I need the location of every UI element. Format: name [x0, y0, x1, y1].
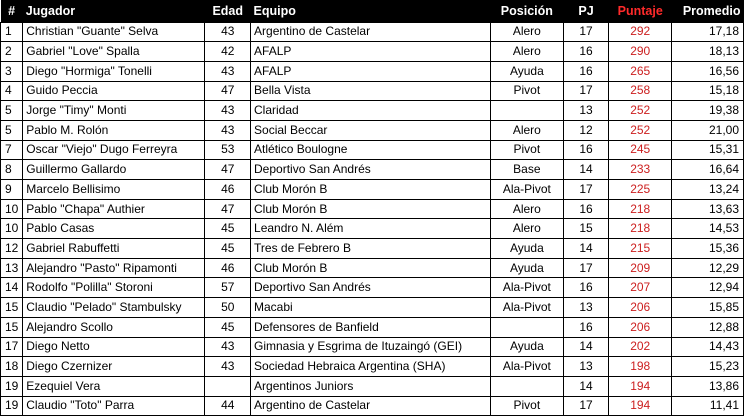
header-age: Edad: [205, 0, 251, 22]
position-cell: Ala-Pivot: [490, 357, 563, 377]
points-cell: 194: [609, 396, 672, 416]
points-cell: 252: [609, 101, 672, 121]
points-cell: 198: [609, 357, 672, 377]
table-row: [1, 140, 744, 160]
rank-cell: 9: [1, 180, 23, 200]
games-cell: 14: [563, 376, 609, 396]
points-cell: 215: [609, 239, 672, 259]
points-cell: 233: [609, 160, 672, 180]
table-row: [1, 239, 744, 259]
rank-cell: 19: [1, 396, 23, 416]
position-cell: [490, 101, 563, 121]
age-cell: 44: [205, 396, 251, 416]
table-row: [1, 199, 744, 219]
position-cell: Pivot: [490, 81, 563, 101]
rank-cell: 13: [1, 258, 23, 278]
games-cell: 14: [563, 239, 609, 259]
average-cell: 12,88: [672, 317, 744, 337]
table-row: [1, 120, 744, 140]
rank-cell: 10: [1, 199, 23, 219]
header-points: Puntaje: [609, 0, 672, 22]
position-cell: Alero: [490, 120, 563, 140]
games-cell: 16: [563, 42, 609, 62]
rank-cell: 12: [1, 239, 23, 259]
points-cell: 218: [609, 199, 672, 219]
average-cell: 14,43: [672, 337, 744, 357]
header-team: Equipo: [251, 0, 491, 22]
position-cell: Pivot: [490, 396, 563, 416]
position-cell: Alero: [490, 22, 563, 42]
header-player: Jugador: [23, 0, 205, 22]
player-cell: Christian "Guante" Selva: [23, 22, 205, 42]
age-cell: 45: [205, 239, 251, 259]
table-row: [1, 337, 744, 357]
rank-cell: 8: [1, 160, 23, 180]
points-cell: 252: [609, 120, 672, 140]
team-cell: AFALP: [251, 61, 491, 81]
team-cell: Defensores de Banfield: [251, 317, 491, 337]
games-cell: 13: [563, 298, 609, 318]
age-cell: 53: [205, 140, 251, 160]
points-cell: 245: [609, 140, 672, 160]
age-cell: [205, 376, 251, 396]
table-row: [1, 357, 744, 377]
team-cell: Gimnasia y Esgrima de Ituzaingó (GEI): [251, 337, 491, 357]
team-cell: Tres de Febrero B: [251, 239, 491, 259]
player-cell: Rodolfo "Polilla" Storoni: [23, 278, 205, 298]
team-cell: Leandro N. Além: [251, 219, 491, 239]
age-cell: 50: [205, 298, 251, 318]
rank-cell: 15: [1, 298, 23, 318]
position-cell: [490, 317, 563, 337]
average-cell: 19,38: [672, 101, 744, 121]
average-cell: 15,36: [672, 239, 744, 259]
rank-cell: 1: [1, 22, 23, 42]
team-cell: Club Morón B: [251, 180, 491, 200]
rank-cell: 15: [1, 317, 23, 337]
age-cell: 57: [205, 278, 251, 298]
points-cell: 207: [609, 278, 672, 298]
team-cell: Argentinos Juniors: [251, 376, 491, 396]
rank-cell: 4: [1, 81, 23, 101]
points-cell: 258: [609, 81, 672, 101]
games-cell: 17: [563, 180, 609, 200]
team-cell: Social Beccar: [251, 120, 491, 140]
team-cell: Argentino de Castelar: [251, 22, 491, 42]
player-cell: Alejandro "Pasto" Ripamonti: [23, 258, 205, 278]
table-header: [1, 0, 744, 22]
games-cell: 13: [563, 101, 609, 121]
games-cell: 15: [563, 219, 609, 239]
position-cell: [490, 376, 563, 396]
rank-cell: 18: [1, 357, 23, 377]
table-row: [1, 258, 744, 278]
player-cell: Pablo M. Rolón: [23, 120, 205, 140]
rank-cell: 5: [1, 120, 23, 140]
average-cell: 15,18: [672, 81, 744, 101]
position-cell: Pivot: [490, 140, 563, 160]
average-cell: 13,24: [672, 180, 744, 200]
average-cell: 14,53: [672, 219, 744, 239]
position-cell: Ala-Pivot: [490, 278, 563, 298]
player-cell: Guillermo Gallardo: [23, 160, 205, 180]
age-cell: 43: [205, 22, 251, 42]
position-cell: Alero: [490, 219, 563, 239]
average-cell: 18,13: [672, 42, 744, 62]
games-cell: 16: [563, 199, 609, 219]
age-cell: 43: [205, 61, 251, 81]
points-cell: 194: [609, 376, 672, 396]
player-cell: Claudio "Pelado" Stambulsky: [23, 298, 205, 318]
average-cell: 12,29: [672, 258, 744, 278]
table-row: [1, 396, 744, 416]
age-cell: 46: [205, 180, 251, 200]
average-cell: 15,85: [672, 298, 744, 318]
points-cell: 290: [609, 42, 672, 62]
points-cell: 218: [609, 219, 672, 239]
average-cell: 16,64: [672, 160, 744, 180]
average-cell: 16,56: [672, 61, 744, 81]
team-cell: Atlético Boulogne: [251, 140, 491, 160]
rank-cell: 2: [1, 42, 23, 62]
header-rank: #: [1, 0, 23, 22]
rank-cell: 3: [1, 61, 23, 81]
header-games: PJ: [563, 0, 609, 22]
rank-cell: 19: [1, 376, 23, 396]
team-cell: Bella Vista: [251, 81, 491, 101]
games-cell: 16: [563, 278, 609, 298]
average-cell: 13,86: [672, 376, 744, 396]
team-cell: AFALP: [251, 42, 491, 62]
rank-cell: 14: [1, 278, 23, 298]
position-cell: Alero: [490, 42, 563, 62]
player-cell: Diego Czernizer: [23, 357, 205, 377]
rank-cell: 10: [1, 219, 23, 239]
position-cell: Ala-Pivot: [490, 180, 563, 200]
age-cell: 46: [205, 258, 251, 278]
table-row: [1, 317, 744, 337]
games-cell: 17: [563, 81, 609, 101]
age-cell: 47: [205, 81, 251, 101]
team-cell: Deportivo San Andrés: [251, 160, 491, 180]
table-row: [1, 180, 744, 200]
points-cell: 265: [609, 61, 672, 81]
table-row: [1, 298, 744, 318]
player-cell: Alejandro Scollo: [23, 317, 205, 337]
header-average: Promedio: [672, 0, 744, 22]
table-row: [1, 160, 744, 180]
points-cell: 206: [609, 317, 672, 337]
position-cell: Ala-Pivot: [490, 298, 563, 318]
points-cell: 225: [609, 180, 672, 200]
points-cell: 209: [609, 258, 672, 278]
table-row: [1, 219, 744, 239]
team-cell: Deportivo San Andrés: [251, 278, 491, 298]
player-cell: Oscar "Viejo" Dugo Ferreyra: [23, 140, 205, 160]
table-row: [1, 61, 744, 81]
team-cell: Claridad: [251, 101, 491, 121]
average-cell: 11,41: [672, 396, 744, 416]
rank-cell: 7: [1, 140, 23, 160]
average-cell: 21,00: [672, 120, 744, 140]
games-cell: 14: [563, 160, 609, 180]
rank-cell: 17: [1, 337, 23, 357]
table-row: [1, 81, 744, 101]
age-cell: 45: [205, 317, 251, 337]
points-cell: 292: [609, 22, 672, 42]
age-cell: 43: [205, 357, 251, 377]
games-cell: 16: [563, 61, 609, 81]
average-cell: 13,63: [672, 199, 744, 219]
games-cell: 17: [563, 258, 609, 278]
games-cell: 14: [563, 337, 609, 357]
player-cell: Jorge "Timy" Monti: [23, 101, 205, 121]
team-cell: Macabi: [251, 298, 491, 318]
rank-cell: 5: [1, 101, 23, 121]
header-row: [1, 0, 744, 22]
average-cell: 15,23: [672, 357, 744, 377]
age-cell: 43: [205, 337, 251, 357]
table-row: [1, 376, 744, 396]
average-cell: 15,31: [672, 140, 744, 160]
player-cell: Diego "Hormiga" Tonelli: [23, 61, 205, 81]
team-cell: Club Morón B: [251, 258, 491, 278]
age-cell: 45: [205, 219, 251, 239]
position-cell: Ayuda: [490, 61, 563, 81]
games-cell: 17: [563, 22, 609, 42]
position-cell: Base: [490, 160, 563, 180]
team-cell: Argentino de Castelar: [251, 396, 491, 416]
player-cell: Gabriel Rabuffetti: [23, 239, 205, 259]
position-cell: Ayuda: [490, 337, 563, 357]
player-cell: Marcelo Bellisimo: [23, 180, 205, 200]
player-cell: Diego Netto: [23, 337, 205, 357]
age-cell: 47: [205, 160, 251, 180]
games-cell: 12: [563, 120, 609, 140]
table-body: [1, 22, 744, 416]
player-cell: Pablo Casas: [23, 219, 205, 239]
points-cell: 206: [609, 298, 672, 318]
table-row: [1, 22, 744, 42]
age-cell: 42: [205, 42, 251, 62]
age-cell: 47: [205, 199, 251, 219]
header-position: Posición: [490, 0, 563, 22]
games-cell: 16: [563, 140, 609, 160]
average-cell: 17,18: [672, 22, 744, 42]
position-cell: Alero: [490, 199, 563, 219]
player-cell: Ezequiel Vera: [23, 376, 205, 396]
table-row: [1, 42, 744, 62]
team-cell: Sociedad Hebraica Argentina (SHA): [251, 357, 491, 377]
team-cell: Club Morón B: [251, 199, 491, 219]
player-cell: Guido Peccia: [23, 81, 205, 101]
games-cell: 13: [563, 357, 609, 377]
table-row: [1, 278, 744, 298]
games-cell: 16: [563, 317, 609, 337]
position-cell: Ayuda: [490, 239, 563, 259]
games-cell: 17: [563, 396, 609, 416]
player-cell: Pablo "Chapa" Authier: [23, 199, 205, 219]
position-cell: Ayuda: [490, 258, 563, 278]
table-row: [1, 101, 744, 121]
age-cell: 43: [205, 120, 251, 140]
points-cell: 202: [609, 337, 672, 357]
average-cell: 12,94: [672, 278, 744, 298]
player-cell: Gabriel "Love" Spalla: [23, 42, 205, 62]
age-cell: 43: [205, 101, 251, 121]
player-cell: Claudio "Toto" Parra: [23, 396, 205, 416]
